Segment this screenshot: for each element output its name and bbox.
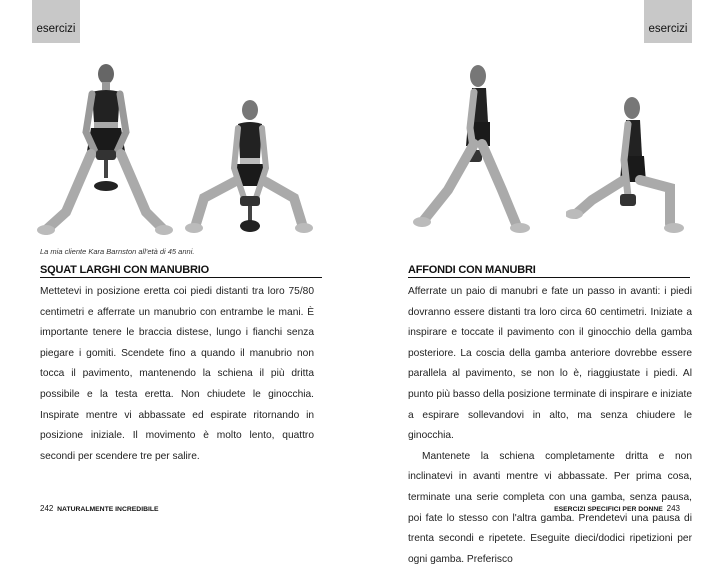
exercise-photo-squat-start — [36, 62, 176, 240]
exercise-photo-lunge-start — [408, 62, 532, 240]
exercise-heading: SQUAT LARGHI CON MANUBRIO — [40, 264, 322, 278]
left-page — [0, 0, 360, 540]
right-page — [360, 0, 720, 565]
exercise-description — [408, 282, 692, 570]
paragraph: Mettetevi in posizione eretta coi piedi distanti tra loro 75/80 centimetri e afferrate un manubrio con entrambe le mani. È importante tenere le braccia distese, lungo i fianchi senza piegare i gomiti. Scendete fino a quando il manubrio non tocca il pavimento, mantenendo la schiena il più dritta possibile e la testa eretta. Non chiudete le ginocchia. Inspirate mentre vi abbassate ed espirate ritornando in posizione iniziale. Il movimento è molto lento, quattro secondi per scendere tre per salire. — [40, 286, 314, 462]
exercise-description — [40, 282, 314, 467]
exercise-photo-squat-down — [182, 98, 322, 240]
exercise-heading: AFFONDI CON MANUBRI — [408, 264, 690, 278]
section-tab-label: esercizi — [36, 23, 76, 35]
page-number: 242 — [40, 504, 54, 513]
section-tab-label: esercizi — [648, 23, 688, 35]
exercise-photo-lunge-down — [566, 96, 688, 240]
paragraph: Mantenete la schiena completamente dritta e non inclinatevi in avanti mentre vi abbassate. Per prima cosa, terminate una serie completa con una gamba, senza pausa, poi fate lo stesso con l'altra gamba. Prendetevi una pausa di trenta secondi e ripetete. Eseguite dieci/dodici ripetizioni per ogni gamba. Preferisco — [408, 450, 692, 565]
section-tab — [32, 0, 80, 43]
page-footer — [40, 504, 159, 513]
photo-caption: La mia cliente Kara Barnston all'età di 45 anni. — [40, 247, 195, 256]
paragraph: Afferrate un paio di manubri e fate un passo in avanti: i piedi dovranno essere distanti tra loro circa 60 centimetri. Iniziate a inspirare e toccate il pavimento con il ginocchio della gamba posteriore. La coscia della gamba anteriore dovrebbe essere parallela al pavimento, se non lo è, riaggiustate i piedi. Al punto più basso della posizione terminate di inspirare e iniziate a espirare sollevandovi in alto, ma senza chiudere le ginocchia. — [408, 286, 692, 442]
page-number: 243 — [666, 504, 680, 513]
page-footer — [554, 504, 680, 513]
book-title: NATURALMENTE INCREDIBILE — [57, 506, 159, 513]
book-title: ESERCIZI SPECIFICI PER DONNE — [554, 506, 663, 513]
section-tab — [644, 0, 692, 43]
